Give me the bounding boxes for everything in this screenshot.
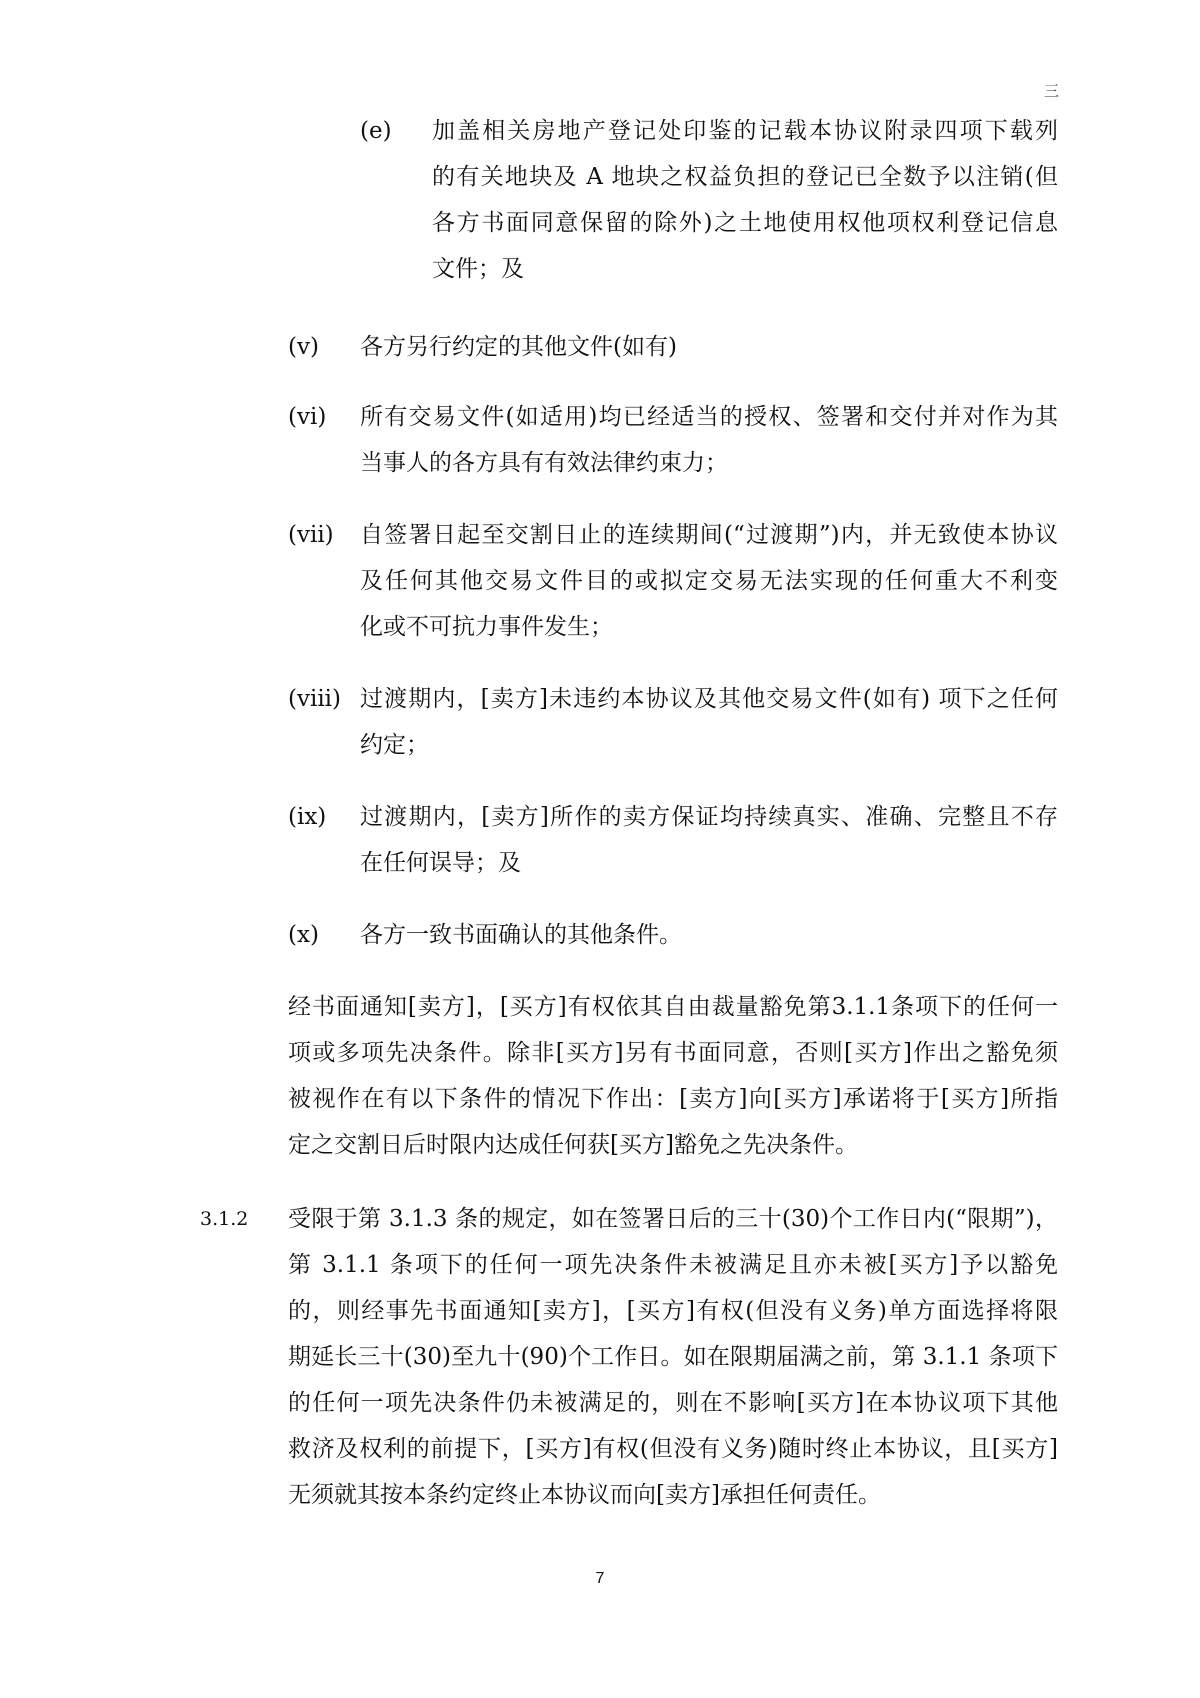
item-line: 各方书面同意保留的除外)之土地使用权他项权利登记信息 [432, 210, 1058, 236]
item-label: (v) [288, 334, 319, 360]
item-line: 各方一致书面确认的其他条件。 [360, 922, 682, 948]
page-number: 7 [595, 1570, 605, 1587]
header-mark: 三 [1044, 82, 1060, 100]
item-label: (ix) [288, 804, 327, 830]
item-line: 在任何误导；及 [360, 850, 521, 876]
waiver-paragraph [288, 984, 1058, 1168]
item-label: (vii) [288, 522, 334, 548]
clause-line: 救济及权利的前提下，[买方]有权(但没有义务)随时终止本协议，且[买方] [288, 1436, 1058, 1462]
clause-line: 的任何一项先决条件仍未被满足的，则在不影响[买方]在本协议项下其他 [288, 1390, 1058, 1416]
item-line: 及任何其他交易文件目的或拟定交易无法实现的任何重大不利变 [360, 568, 1058, 594]
item-label: (viii) [288, 686, 342, 712]
paragraph-line: 经书面通知[卖方]，[买方]有权依其自由裁量豁免第3.1.1条项下的任何一 [288, 994, 1058, 1020]
clause-line: 受限于第 3.1.3 条的规定，如在签署日后的三十(30)个工作日内(“限期”)， [288, 1206, 1058, 1232]
clause-line: 无须就其按本条约定终止本协议而向[卖方]承担任何责任。 [288, 1482, 881, 1508]
item-line: 过渡期内，[卖方]所作的卖方保证均持续真实、准确、完整且不存 [360, 804, 1058, 830]
item-line: 所有交易文件(如适用)均已经适当的授权、签署和交付并对作为其 [360, 404, 1058, 430]
paragraph-line: 定之交割日后时限内达成任何获[买方]豁免之先决条件。 [288, 1132, 858, 1158]
item-line: 的有关地块及 A 地块之权益负担的登记已全数予以注销(但 [432, 164, 1058, 190]
item-line: 化或不可抗力事件发生； [360, 614, 613, 640]
clause-line: 第 3.1.1 条项下的任何一项先决条件未被满足且亦未被[买方]予以豁免 [288, 1252, 1058, 1278]
item-line: 文件；及 [432, 256, 524, 282]
item-line: 自签署日起至交割日止的连续期间(“过渡期”)内，并无致使本协议 [360, 522, 1058, 548]
item-line: 过渡期内，[卖方]未违约本协议及其他交易文件(如有) 项下之任何 [360, 686, 1058, 712]
item-label: (vi) [288, 404, 327, 430]
item-label: (x) [288, 922, 319, 948]
clause-number: 3.1.2 [200, 1208, 249, 1230]
item-line: 当事人的各方具有有效法律约束力； [360, 450, 728, 476]
item-line: 加盖相关房地产登记处印鉴的记载本协议附录四项下载列 [432, 118, 1058, 144]
clause-line: 期延长三十(30)至九十(90)个工作日。如在限期届满之前，第 3.1.1 条项下 [288, 1344, 1058, 1370]
item-line: 各方另行约定的其他文件(如有) [360, 334, 677, 360]
paragraph-line: 项或多项先决条件。除非[买方]另有书面同意，否则[买方]作出之豁免须 [288, 1040, 1058, 1066]
clause-line: 的，则经事先书面通知[卖方]，[买方]有权(但没有义务)单方面选择将限 [288, 1298, 1058, 1324]
item-line: 约定； [360, 732, 429, 758]
item-label: (e) [360, 118, 392, 144]
paragraph-line: 被视作在有以下条件的情况下作出：[卖方]向[买方]承诺将于[买方]所指 [288, 1086, 1058, 1112]
